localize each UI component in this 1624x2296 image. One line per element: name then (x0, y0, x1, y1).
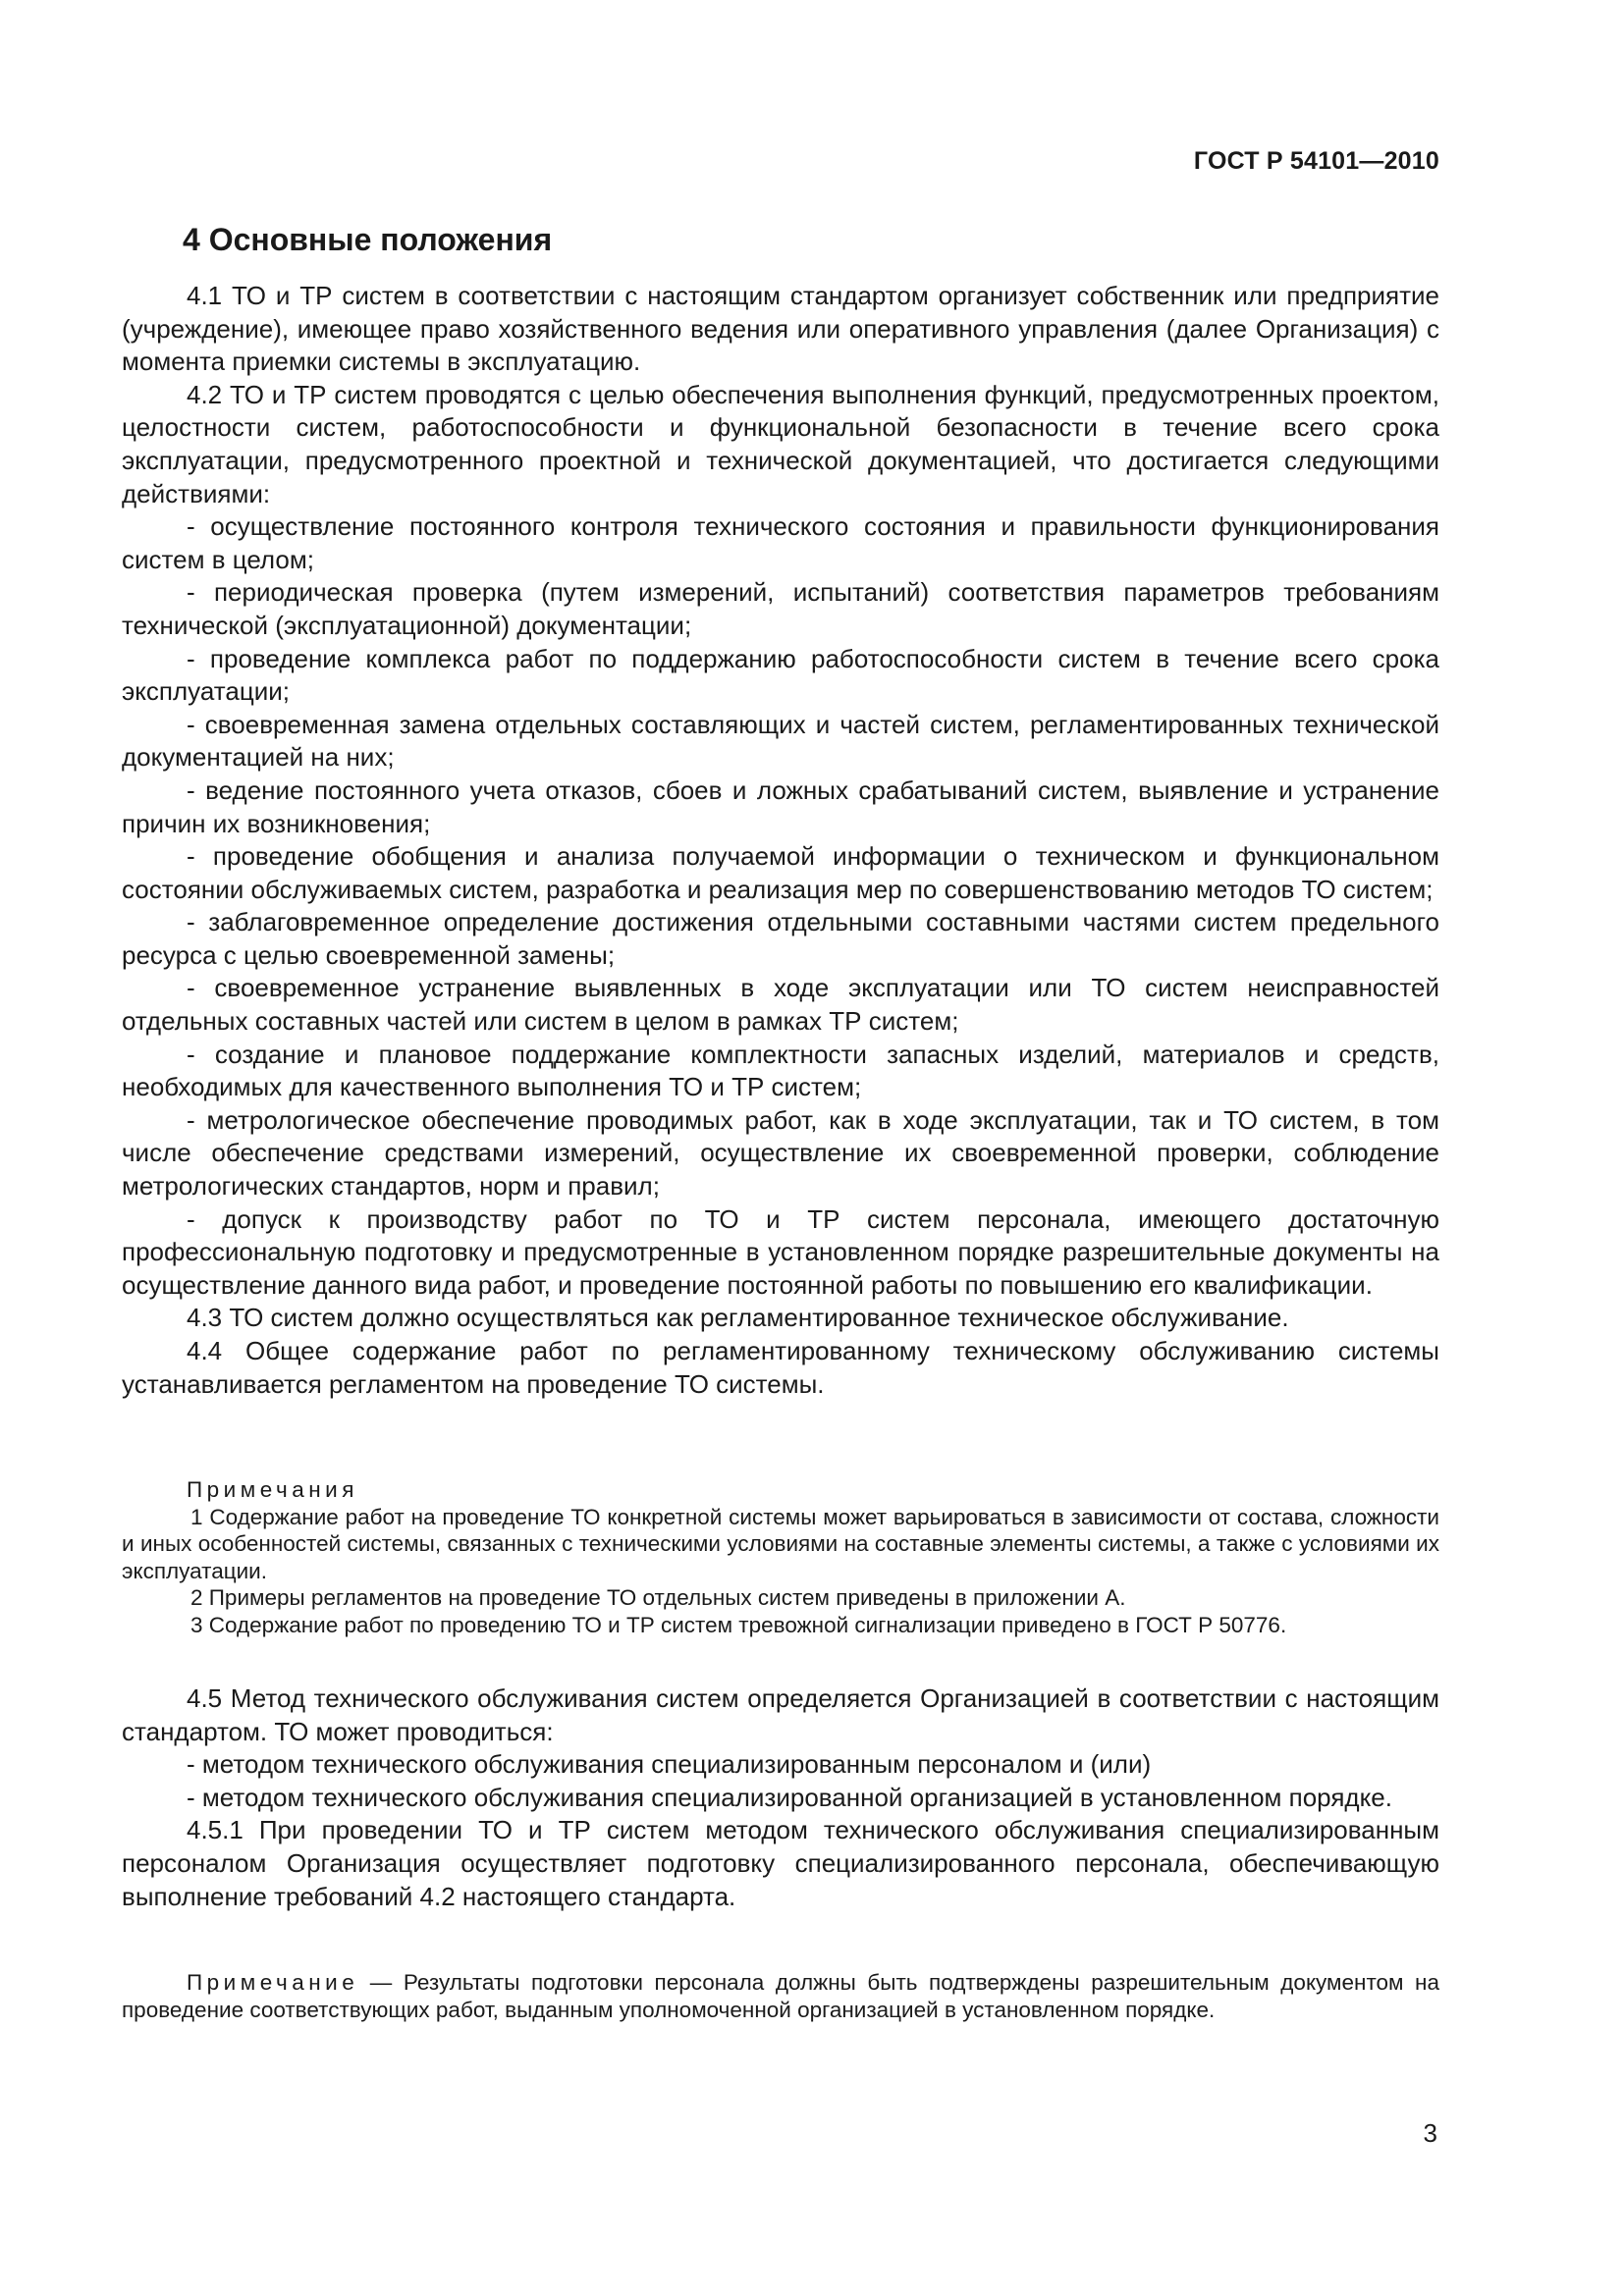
list-item: - проведение обобщения и анализа получаемой информации о техническом и функциональном состоянии обслуживаемых систем, разработка и реализация мер по совершенствованию методов ТО систем; (122, 841, 1439, 904)
final-note-text: — Результаты подготовки персонала должны быть подтверждены разрешительным документом на проведение соответствующих работ, выданным уполномоченной организацией в установленном порядке. (122, 1970, 1439, 2022)
section-title: 4 Основные положения (183, 222, 553, 257)
paragraph-4-1: 4.1 ТО и ТР систем в соответствии с настоящим стандартом организует собственник или предприятие (учреждение), имеющее право хозяйственного ведения или оперативного управления (далее Организация) с момента приемки системы в эксплуатацию. (122, 281, 1439, 377)
final-note (122, 1969, 1439, 2023)
paragraph-4-5: 4.5 Метод технического обслуживания систем определяется Организацией в соответствии с настоящим стандартом. ТО может проводиться: (122, 1683, 1439, 1746)
standard-code: ГОСТ Р 54101—2010 (1193, 147, 1439, 175)
list-item: - своевременное устранение выявленных в ходе эксплуатации или ТО систем неисправностей отдельных составных частей или систем в целом в рамках ТР систем; (122, 973, 1439, 1037)
note-item: 2 Примеры регламентов на проведение ТО отдельных систем приведены в приложении А. (190, 1585, 1126, 1610)
paragraph-4-2: 4.2 ТО и ТР систем проводятся с целью обеспечения выполнения функций, предусмотренных проектом, целостности систем, работоспособности и функциональной безопасности в течение всего срока эксплуатации, предусмотренного проектной и технической документацией, что достигается следующими действиями: (122, 379, 1439, 508)
list-item: - периодическая проверка (путем измерений, испытаний) соответствия параметров требованиям технической (эксплуатационной) документации; (122, 577, 1439, 640)
list-item: - заблаговременное определение достижения отдельными составными частями систем предельного ресурса с целью своевременной замены; (122, 907, 1439, 970)
paragraph-4-4: 4.4 Общее содержание работ по регламентированному техническому обслуживанию системы устанавливается регламентом на проведение ТО системы. (122, 1336, 1439, 1399)
final-note-label: Примечание (187, 1970, 359, 1995)
list-item: - своевременная замена отдельных составляющих и частей систем, регламентированных технической документацией на них; (122, 709, 1439, 773)
list-item: - создание и плановое поддержание комплектности запасных изделий, материалов и средств, необходимых для качественного выполнения ТО и ТР систем; (122, 1039, 1439, 1102)
list-item: - проведение комплекса работ по поддержанию работоспособности систем в течение всего срока эксплуатации; (122, 643, 1439, 707)
page-number: 3 (1423, 2118, 1437, 2148)
list-item: - ведение постоянного учета отказов, сбоев и ложных срабатываний систем, выявление и устранение причин их возникновения; (122, 774, 1439, 838)
main-text (122, 280, 1439, 1401)
note-item: 3 Содержание работ по проведению ТО и ТР систем тревожной сигнализации приведено в ГОСТ Р 50776. (190, 1612, 1287, 1637)
main-text-continued (122, 1682, 1439, 1913)
notes-heading: Примечания (187, 1477, 358, 1502)
list-item: - методом технического обслуживания специализированным персоналом и (или) (187, 1749, 1152, 1780)
paragraph-4-3: 4.3 ТО систем должно осуществляться как регламентированное техническое обслуживание. (187, 1303, 1289, 1333)
list-item: - метрологическое обеспечение проводимых работ, как в ходе эксплуатации, так и ТО систем, в том числе обеспечение средствами измерений, осуществление их своевременной проверки, соблюдение метрологических стандартов, норм и правил; (122, 1104, 1439, 1201)
paragraph-4-5-1: 4.5.1 При проведении ТО и ТР систем методом технического обслуживания специализированным персоналом Организация осуществляет подготовку специализированного персонала, обеспечивающую выполнение требований 4.2 настоящего стандарта. (122, 1815, 1439, 1911)
list-item: - осуществление постоянного контроля технического состояния и правильности функционирования систем в целом; (122, 511, 1439, 574)
note-item: 1 Содержание работ на проведение ТО конкретной системы может варьироваться в зависимости от состава, сложности и иных особенностей системы, связанных с техническими условиями на составные элементы системы, а также с условиями их эксплуатации. (122, 1504, 1439, 1583)
list-item: - методом технического обслуживания специализированной организацией в установленном порядке. (187, 1782, 1392, 1812)
list-item: - допуск к производству работ по ТО и ТР систем персонала, имеющего достаточную профессиональную подготовку и предусмотренные в установленном порядке разрешительные документы на осуществление данного вида работ, и проведение постоянной работы по повышению его квалификации. (122, 1203, 1439, 1300)
notes-block (122, 1476, 1439, 1638)
